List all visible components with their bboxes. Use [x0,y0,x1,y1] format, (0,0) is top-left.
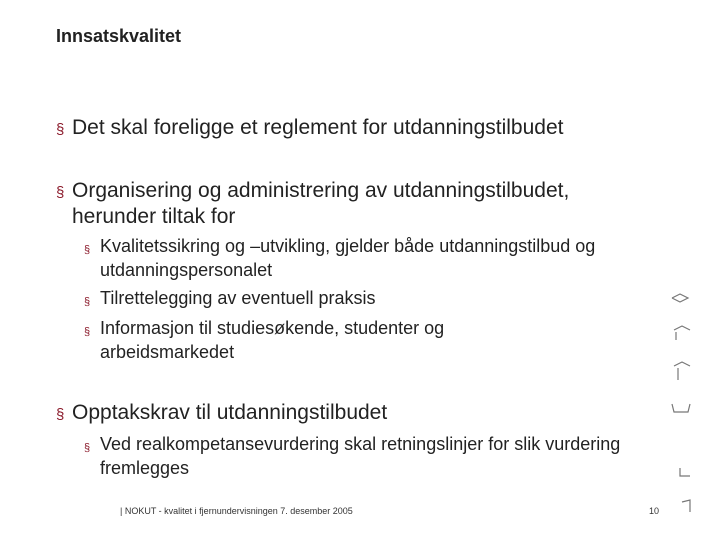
sub-bullet-item [84,316,564,364]
bullet-mark-icon: § [84,326,91,338]
bullet-text: Opptakskrav til utdanningstilbudet [72,401,388,424]
decorative-shapes-icon [660,280,710,520]
bullet-item-2 [56,178,656,230]
sub-bullet-text: Informasjon til studiesøkende, studenter og arbeidsmarkedet [100,318,445,362]
sub-bullet-item [84,286,644,310]
bullet-text: Det skal foreligge et reglement for utdanningstilbudet [72,116,564,139]
bullet-item-1 [56,115,676,141]
sub-bullet-text: Tilrettelegging av eventuell praksis [100,288,376,308]
slide-title: Innsatskvalitet [56,26,182,46]
sub-bullet-text: Ved realkompetansevurdering skal retningslinjer for slik vurdering fremlegges [100,434,621,478]
bullet-mark-icon: § [56,121,65,138]
bullet-mark-icon: § [84,296,91,308]
bullet-mark-icon: § [84,442,91,454]
sub-bullet-item [84,432,644,480]
bullet-mark-icon: § [56,184,65,201]
page-number: 10 [649,506,660,516]
sub-bullet-text: Kvalitetssikring og –utvikling, gjelder både utdanningstilbud og utdanningspersonalet [100,236,596,280]
bullet-mark-icon: § [56,406,65,423]
bullet-item-3 [56,400,656,426]
bullet-text: Organisering og administrering av utdanningstilbudet, herunder tiltak for [72,179,570,228]
sub-bullet-item [84,234,644,282]
slide-footer: | NOKUT - kvalitet i fjernundervisningen 7. desember 2005 [120,506,353,516]
bullet-mark-icon: § [84,244,91,256]
